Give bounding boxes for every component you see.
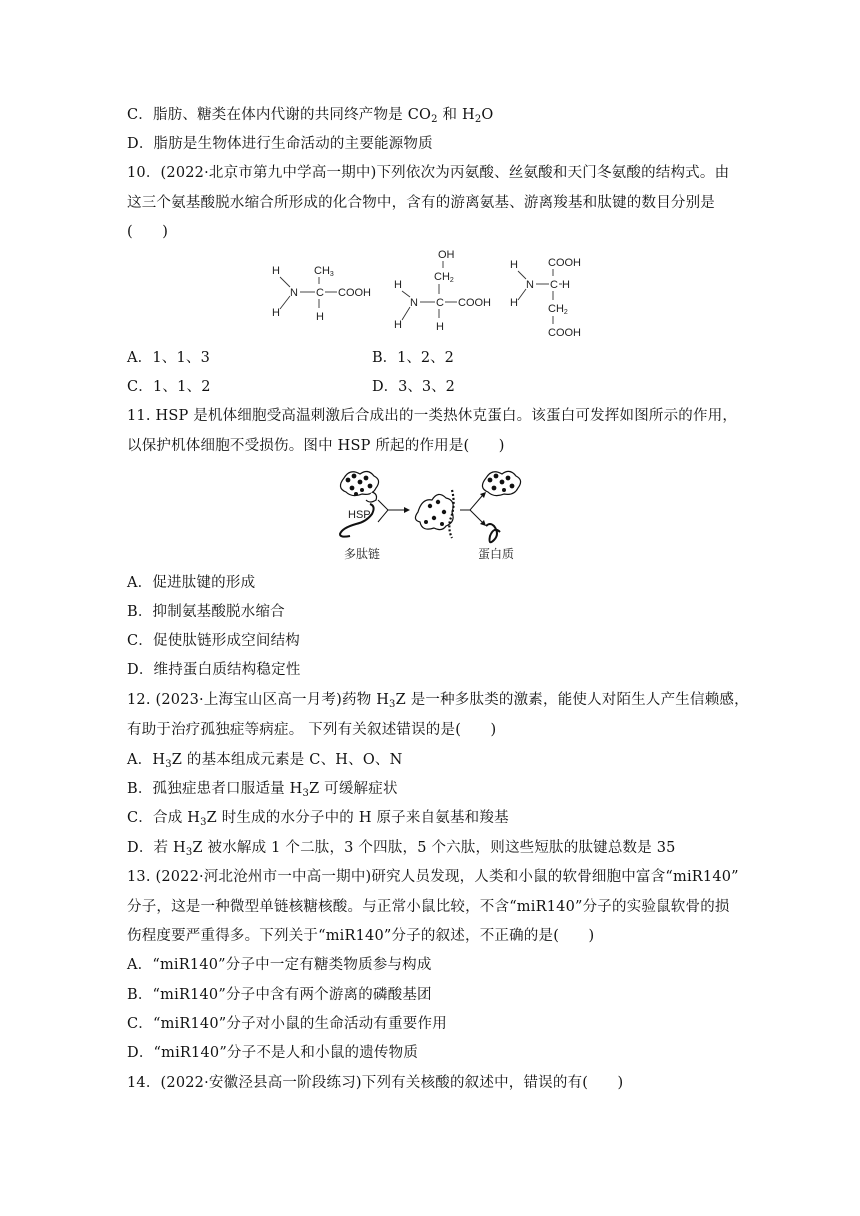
converge-arrow-icon [378, 500, 404, 522]
q11-option-d: D．维持蛋白质结构稳定性 [127, 662, 301, 678]
q11-stem-line1: 11. HSP 是机体细胞受高温刺激后合成出的一类热休克蛋白。该蛋白可发挥如图所示的作用， [127, 408, 738, 424]
svg-text:OH: OH [438, 249, 455, 261]
svg-text:H: H [316, 311, 324, 323]
svg-text:C: C [316, 287, 324, 299]
q13-stem-line2: 分子，这是一种微型单链核糖核酸。与正常小鼠比较，不含“miR140”分子的实验鼠软骨的损 [127, 899, 730, 915]
svg-text:COOH: COOH [548, 257, 581, 269]
diverge-arrow-icon [460, 496, 482, 522]
q10-stem-line1: 10．(2022·北京市第九中学高一期中)下列依次为丙氨酸、丝氨酸和天门冬氨酸的结构式。由 [127, 165, 730, 181]
q10-answer-blank: ( ) [127, 224, 169, 240]
q13-option-b: B．“miR140”分子中含有两个游离的磷酸基团 [127, 987, 432, 1003]
svg-text:H: H [394, 279, 402, 291]
protein-label: 蛋白质 [478, 547, 515, 561]
q10-option-c: C．1、1、2 [127, 379, 211, 395]
q11-stem-line2: 以保护机体细胞不受损伤。图中 HSP 所起的作用是( ) [127, 438, 505, 454]
hsp-figure [326, 466, 536, 566]
svg-text:N: N [410, 297, 418, 309]
svg-text:H: H [510, 297, 518, 309]
serine-structure [394, 249, 491, 333]
alanine-structure [272, 265, 371, 323]
svg-text:H: H [272, 307, 280, 319]
hsp-protein-complex-icon [415, 490, 453, 538]
q10-stem-line2: 这三个氨基酸脱水缩合所形成的化合物中，含有的游离氨基、游离羧基和肽键的数目分别是 [127, 195, 715, 211]
folded-protein-icon [486, 524, 500, 542]
q13-option-c: C．“miR140”分子对小鼠的生命活动有重要作用 [127, 1016, 447, 1032]
q9-option-c: C．脂肪、糖类在体内代谢的共同终产物是 $CO_2$ 和 $H_2O$ [127, 107, 494, 125]
q10-option-d: D．3、3、2 [372, 379, 455, 395]
q13-option-d: D．“miR140”分子不是人和小鼠的遗传物质 [127, 1045, 419, 1061]
hsp-label: HSP [348, 509, 371, 521]
hsp-released-icon [482, 471, 520, 495]
amino-acid-structures-figure [260, 246, 600, 342]
svg-text:H: H [436, 321, 444, 333]
q13-stem-line1: 13. (2022·河北沧州市一中高一期中)研究人员发现，人类和小鼠的软骨细胞中富含“miR140” [127, 869, 739, 885]
q10-option-a: A．1、1、3 [127, 350, 211, 366]
svg-text:N: N [290, 287, 298, 299]
svg-text:C: C [550, 279, 558, 291]
svg-text:CH3: CH3 [314, 265, 334, 278]
svg-text:CH2: CH2 [548, 303, 568, 316]
q12-stem-line2: 有助于治疗孤独症等病症。 下列有关叙述错误的是( ) [127, 722, 497, 738]
svg-text:C: C [436, 297, 444, 309]
polypeptide-label: 多肽链 [344, 547, 381, 561]
svg-text:H: H [272, 265, 280, 277]
q10-option-b: B．1、2、2 [372, 350, 454, 366]
svg-text:COOH: COOH [338, 287, 371, 299]
q14-stem-line1: 14．(2022·安徽泾县高一阶段练习)下列有关核酸的叙述中，错误的有( ) [127, 1075, 624, 1091]
q9-option-d: D．脂肪是生物体进行生命活动的主要能源物质 [127, 136, 433, 152]
svg-text:H: H [394, 319, 402, 331]
q12-option-a: A．$H_3Z$ 的基本组成元素是 C、H、O、N [127, 752, 403, 770]
svg-text:N: N [526, 279, 534, 291]
q13-option-a: A．“miR140”分子中一定有糖类物质参与构成 [127, 957, 432, 973]
aspartic-acid-structure [510, 257, 581, 339]
q11-option-c: C．促使肽链形成空间结构 [127, 633, 300, 649]
q12-stem-line1: 12. (2023·上海宝山区高一月考)药物 $H_3Z$ 是一种多肽类的激素，能使人对陌生人产生信赖感， [127, 692, 749, 710]
svg-text:H: H [510, 259, 518, 271]
svg-text:CH2: CH2 [434, 271, 454, 284]
svg-text:COOH: COOH [458, 297, 491, 309]
q12-option-b: B．孤独症患者口服适量 $H_3Z$ 可缓解症状 [127, 781, 398, 799]
svg-text:COOH: COOH [548, 327, 581, 339]
q11-option-b: B．抑制氨基酸脱水缩合 [127, 604, 285, 620]
q12-option-c: C．合成 $H_3Z$ 时生成的水分子中的 H 原子来自氨基和羧基 [127, 810, 509, 828]
q11-option-a: A．促进肽键的形成 [127, 575, 256, 591]
q13-stem-line3: 伤程度要严重得多。下列关于“miR140”分子的叙述，不正确的是( ) [127, 928, 595, 944]
svg-text:H: H [562, 279, 570, 291]
q12-option-d: D．若 $H_3Z$ 被水解成 1 个二肽，3 个四肽，5 个六肽，则这些短肽的肽键总数是 35 [127, 840, 676, 858]
hsp-molecule-icon [340, 471, 378, 502]
